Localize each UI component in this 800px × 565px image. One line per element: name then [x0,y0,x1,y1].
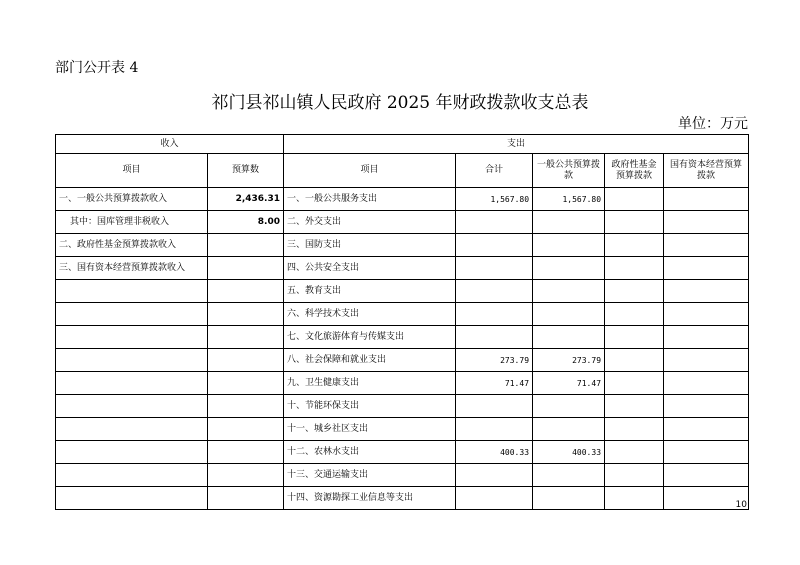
total-cell: 1,567.80 [456,188,533,211]
page-number: 10 [735,500,747,510]
total-cell [456,303,533,326]
state-capital-cell [664,257,749,280]
total-cell [456,257,533,280]
expense-item-cell: 十四、资源勘探工业信息等支出 [284,487,456,510]
general-budget-cell: 273.79 [533,349,605,372]
gov-fund-cell [605,395,664,418]
total-cell [456,487,533,510]
general-budget-cell [533,395,605,418]
income-item-cell [56,326,208,349]
income-budget-cell: 8.00 [208,211,284,234]
income-budget-cell [208,395,284,418]
state-capital-cell [664,234,749,257]
gov-fund-cell [605,487,664,510]
col-income-budget: 预算数 [208,154,284,188]
total-cell [456,211,533,234]
total-cell: 400.33 [456,441,533,464]
general-budget-cell [533,303,605,326]
general-budget-cell [533,418,605,441]
state-capital-cell [664,441,749,464]
general-budget-cell: 71.47 [533,372,605,395]
general-budget-cell [533,257,605,280]
expense-item-cell: 八、社会保障和就业支出 [284,349,456,372]
total-cell [456,464,533,487]
income-budget-cell [208,372,284,395]
state-capital-cell [664,326,749,349]
state-capital-cell [664,395,749,418]
state-capital-cell [664,349,749,372]
income-budget-cell [208,464,284,487]
table-row [56,487,749,510]
expense-item-cell: 二、外交支出 [284,211,456,234]
income-item-cell: 其中：国库管理非税收入 [56,211,208,234]
income-section-header: 收入 [56,135,284,154]
expense-item-cell: 四、公共安全支出 [284,257,456,280]
table-row [56,188,749,211]
income-budget-cell [208,349,284,372]
state-capital-cell [664,418,749,441]
income-item-cell: 三、国有资本经营预算拨款收入 [56,257,208,280]
column-header-row [56,154,749,188]
state-capital-cell [664,188,749,211]
general-budget-cell: 1,567.80 [533,188,605,211]
table-row [56,234,749,257]
col-total: 合计 [456,154,533,188]
income-budget-cell [208,257,284,280]
col-state-capital: 国有资本经营预算拨款 [664,154,749,188]
income-item-cell [56,418,208,441]
expense-item-cell: 九、卫生健康支出 [284,372,456,395]
table-row [56,211,749,234]
expense-item-cell: 十二、农林水支出 [284,441,456,464]
total-cell [456,395,533,418]
income-item-cell [56,349,208,372]
general-budget-cell [533,234,605,257]
general-budget-cell [533,487,605,510]
income-budget-cell [208,303,284,326]
gov-fund-cell [605,280,664,303]
total-cell [456,326,533,349]
income-budget-cell [208,234,284,257]
table-row [56,349,749,372]
gov-fund-cell [605,257,664,280]
income-item-cell [56,303,208,326]
col-gov-fund: 政府性基金预算拨款 [605,154,664,188]
gov-fund-cell [605,418,664,441]
col-general-budget: 一般公共预算拨款 [533,154,605,188]
income-budget-cell: 2,436.31 [208,188,284,211]
income-budget-cell [208,487,284,510]
gov-fund-cell [605,326,664,349]
income-item-cell [56,280,208,303]
income-item-cell [56,487,208,510]
expense-item-cell: 三、国防支出 [284,234,456,257]
table-row [56,441,749,464]
table-row [56,464,749,487]
income-item-cell [56,464,208,487]
expense-section-header: 支出 [284,135,749,154]
col-income-item: 项目 [56,154,208,188]
state-capital-cell [664,280,749,303]
total-cell: 71.47 [456,372,533,395]
general-budget-cell [533,464,605,487]
table-row [56,257,749,280]
table-row [56,303,749,326]
expense-item-cell: 十一、城乡社区支出 [284,418,456,441]
expense-item-cell: 五、教育支出 [284,280,456,303]
gov-fund-cell [605,188,664,211]
gov-fund-cell [605,372,664,395]
gov-fund-cell [605,349,664,372]
budget-table [55,134,749,510]
income-budget-cell [208,441,284,464]
general-budget-cell [533,211,605,234]
table-row [56,280,749,303]
state-capital-cell [664,211,749,234]
general-budget-cell [533,280,605,303]
gov-fund-cell [605,464,664,487]
col-expense-item: 项目 [284,154,456,188]
total-cell [456,418,533,441]
unit-label: 单位：万元 [678,116,748,132]
table-row [56,418,749,441]
section-header-row [56,135,749,154]
income-item-cell: 二、政府性基金预算拨款收入 [56,234,208,257]
income-budget-cell [208,418,284,441]
income-item-cell [56,372,208,395]
income-budget-cell [208,280,284,303]
expense-item-cell: 十三、交通运输支出 [284,464,456,487]
table-row [56,326,749,349]
total-cell [456,280,533,303]
state-capital-cell [664,372,749,395]
income-budget-cell [208,326,284,349]
expense-item-cell: 十、节能环保支出 [284,395,456,418]
total-cell [456,234,533,257]
document-label: 部门公开表 4 [55,60,139,76]
gov-fund-cell [605,234,664,257]
gov-fund-cell [605,211,664,234]
general-budget-cell [533,326,605,349]
expense-item-cell: 一、一般公共服务支出 [284,188,456,211]
income-item-cell: 一、一般公共预算拨款收入 [56,188,208,211]
gov-fund-cell [605,441,664,464]
state-capital-cell [664,464,749,487]
expense-item-cell: 七、文化旅游体育与传媒支出 [284,326,456,349]
document-title: 祁门县祁山镇人民政府 2025 年财政拨款收支总表 [211,93,589,113]
expense-item-cell: 六、科学技术支出 [284,303,456,326]
state-capital-cell [664,303,749,326]
gov-fund-cell [605,303,664,326]
general-budget-cell: 400.33 [533,441,605,464]
total-cell: 273.79 [456,349,533,372]
table-row [56,395,749,418]
income-item-cell [56,395,208,418]
table-row [56,372,749,395]
income-item-cell [56,441,208,464]
